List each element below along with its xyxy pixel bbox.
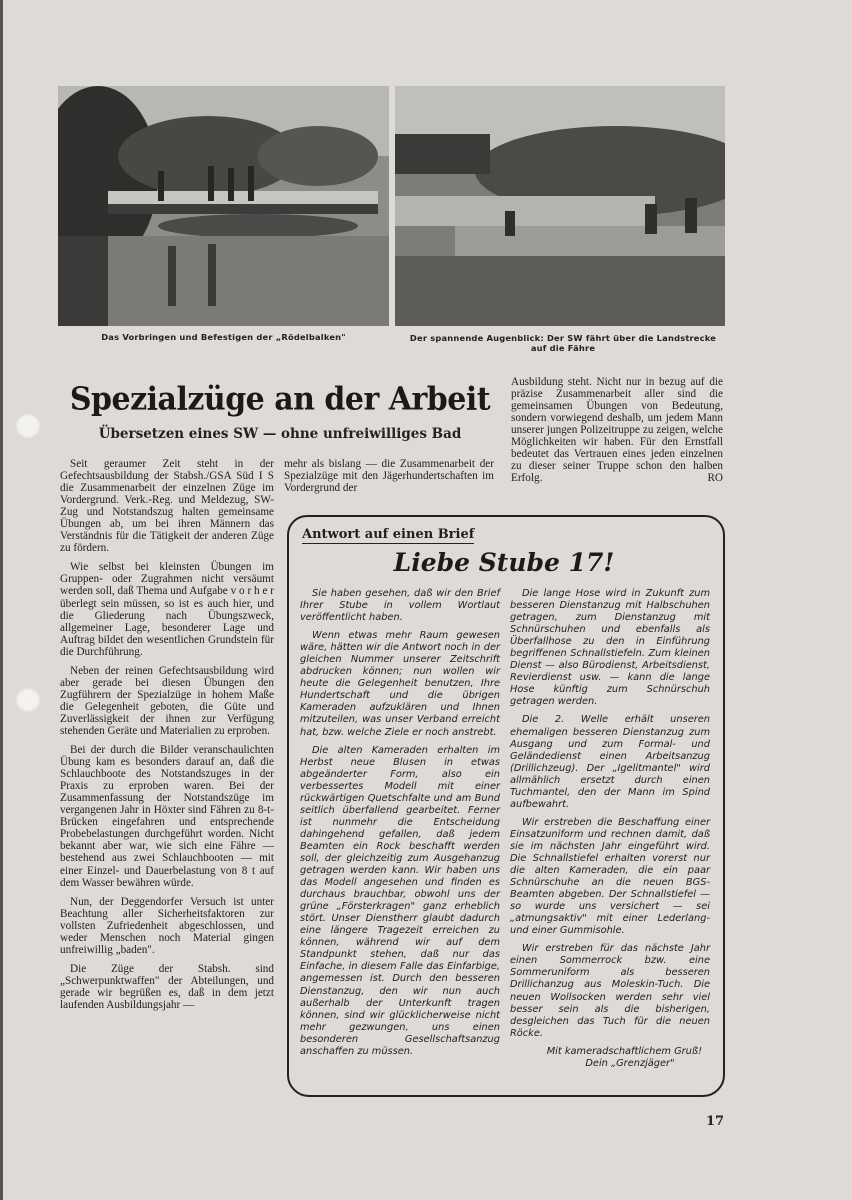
article-paragraph: Wie selbst bei kleinsten Übungen im Gruppen- oder Zugrahmen nicht versäumt werden soll, daß Thema und Aufgabe v o r h e r überlegt sein müssen, so ist es auch hier, und die Gliederung nach Übungszweck, allgemeiner Lage, besonderer Lage und Auftrag bildet den wesentlichen Grundstein für die Durchführung.: [60, 561, 274, 658]
letter-paragraph: Sie haben gesehen, daß wir den Brief Ihrer Stube in vollem Wortlaut veröffentlicht haben.: [300, 588, 500, 624]
photo-caption-1: Das Vorbringen und Befestigen der „Rödelbalken": [101, 332, 346, 342]
letter-paragraph: Die alten Kameraden erhalten im Herbst neue Blusen in etwas abgeänderter Form, also ein verbessertes Modell mit einer rückwärtigen Quetschfalte und am Bund seitlich überfallend gearbeitet. Ferner ist nunmehr die Entscheidung dahingehend gefallen, daß jedem Beamten ein Rock beschafft werden soll, der gleichzeitig zum Ausgehanzug getragen werden kann. Wir haben uns das Modell angesehen und finden es durchaus brauchbar, obwohl uns der grüne „Försterkragen" ganz erheblich stört. Unser Dienstherr glaubt dadurch eine längere Tragezeit erreichen zu können, während wir auf dem Standpunkt stehen, daß nur das Einfache, in diesem Falle das Einfarbige, angemessen ist. Durch den besseren Dienstanzug, den wir nun auch außerhalb der Unterkunft tragen können, sind wir glücklicherweise nicht mehr gezwungen, uns einen besonderen Gesellschaftsanzug anschaffen zu müssen.: [300, 744, 500, 1057]
letter-signature: Dein „Grenzjäger": [585, 1057, 675, 1069]
page-number: 17: [706, 1114, 725, 1129]
photo-caption-2-line1: Der spannende Augenblick: Der SW fährt über die Landstrecke: [409, 333, 717, 343]
punch-hole-top: [16, 414, 40, 438]
letter-paragraph: Wenn etwas mehr Raum gewesen wäre, hätten wir die Antwort noch in der gleichen Nummer unserer Zeitschrift abdrucken können; nun wollen wir heute die Gelegenheit benutzen, Ihre Hundertschaft und die übrigen Kameraden aufzuklären und Ihnen mitzuteilen, was unser Verband erreicht hat, bzw. welche Ziele er noch anstrebt.: [300, 630, 500, 738]
article-column-1: [60, 458, 274, 1018]
article-headline: Spezialzüge an der Arbeit: [69, 381, 491, 418]
article-paragraph: Neben der reinen Gefechtsausbildung wird aber gerade bei diesen Übungen den Zugführern der Spezialzüge in hohem Maße die Gelegenheit geboten, die Güte und Zuverlässigkeit der ihnen zur Verfügung stehenden Geräte und Materialien zu erproben.: [60, 664, 274, 737]
letter-paragraph: Die lange Hose wird in Zukunft zum besseren Dienstanzug mit Halbschuhen getragen, zum Dienstanzug mit Schnürschuhen und ebenfalls als Überfallhose zu den in Einführung begriffenen Schnallstiefeln. Zum kleinen Dienst — also Bürodienst, Arbeitsdienst, Revierdienst usw. — kann die lange Hose künftig zum Schnürschuh getragen werden.: [510, 588, 710, 708]
article-paragraph: [511, 376, 723, 484]
article-column-3: [511, 376, 723, 491]
article-paragraph: Bei der durch die Bilder veranschaulichten Übung kam es besonders darauf an, daß die Schlauchboote des Notstandszuges in der Praxis zu erproben waren. Bei der Zusammenfassung der Notstandszüge im vergangenen Jahr in Höxter sind Fähren zu 8-t-Brücken eingefahren und entsprechende Probebelastungen durchgeführt worden. Nicht bekannt aber war, wie sich eine Fähre — bestehend aus zwei Schlauchbooten — mit einer Einzel- und Dauerbelastung von 8 t auf dem Wasser bewähren würde.: [60, 744, 274, 889]
article-paragraph: Nun, der Deggendorfer Versuch ist unter Beachtung aller Sicherheitsfaktoren zur vollsten Zufriedenheit abgeschlossen, und weder Menschen noch Material gingen unfreiwillig „baden".: [60, 895, 274, 956]
letter-closing: Mit kameradschaftlichem Gruß!: [546, 1045, 702, 1057]
photo-caption-2-line2: auf die Fähre: [530, 343, 596, 353]
article-paragraph: Seit geraumer Zeit steht in der Gefechtsausbildung der Stabsh./GSA Süd I S die Zusammenarbeit der einzelnen Züge im Vordergrund. Verk.-Reg. und Meldezug, SW-Zug und Notstandszug halten gemeinsame Übungen ab, um bei ihren Männern das Verständnis für die Tätigkeit der anderen Züge zu fördern.: [60, 458, 274, 555]
letter-paragraph: Wir erstreben für das nächste Jahr einen Sommerrock bzw. eine Sommeruniform als besseren Drillichanzug aus Moleskin-Tuch. Die neuen Wollsocken werden sehr viel besser sein als die bisherigen, desgleichen das Tuch für die neuen Röcke.: [510, 943, 710, 1039]
article-subheadline: Übersetzen eines SW — ohne unfreiwilliges Bad: [98, 426, 462, 442]
letter-label: Antwort auf einen Brief: [302, 527, 475, 542]
letter-column-2: [510, 588, 710, 1070]
punch-hole-bottom: [16, 688, 40, 712]
letter-paragraph: Die 2. Welle erhält unseren ehemaligen besseren Dienstanzug zum Ausgang und zum Formal- und Geländedienst einen Arbeitsanzug (Drillichzeug). Der „Igelitmantel" wird allmählich ersetzt durch einen Tuchmantel, den der Mann im Spind aufbewahrt.: [510, 714, 710, 810]
article-text: Ausbildung steht. Nicht nur in bezug auf die präzise Zusammenarbeit aller sind die gemeinsamen Übungen von Bedeutung, sondern vorwiegend deshalb, um jedem Mann unserer jungen Polizeitruppe zu zeigen, welche Möglichkeiten wir haben. Für den Ernstfall bedeutet das Vertrauen eines jeden einzelnen zu dieser seiner Truppe schon den halben Erfolg.: [511, 376, 723, 485]
letter-column-1: [300, 588, 500, 1064]
article-paragraph: mehr als bislang — die Zusammenarbeit der Spezialzüge mit den Jägerhundertschaften im Vordergrund der: [284, 458, 494, 495]
photo-roedelbalken: [58, 86, 389, 326]
article-paragraph: Die Züge der Stabsh. sind „Schwerpunktwaffen" der Abteilungen, und gerade wir begrüßen es, daß in dem jetzt laufenden Ausbildungsjahr —: [60, 962, 274, 1011]
page-edge: [0, 0, 3, 1200]
article-author: RO: [707, 472, 723, 485]
article-column-2: [284, 458, 494, 501]
letter-paragraph: Wir erstreben die Beschaffung einer Einsatzuniform und rechnen damit, daß sie im nächsten Jahr eingeführt wird. Die Schnallstiefel erhalten vorerst nur die alten Kameraden, die ein paar Schnürschuhe an die neuen BGS-Beamten abgeben. Der Schnallstiefel — so wurde uns versichert — sei „atmungsaktiv" mit einer Lederlang- und einer Gummisohle.: [510, 816, 710, 937]
letter-title: Liebe Stube 17!: [393, 548, 615, 577]
photo-sw-ferry: [395, 86, 725, 326]
photo-caption-2: [395, 333, 731, 353]
